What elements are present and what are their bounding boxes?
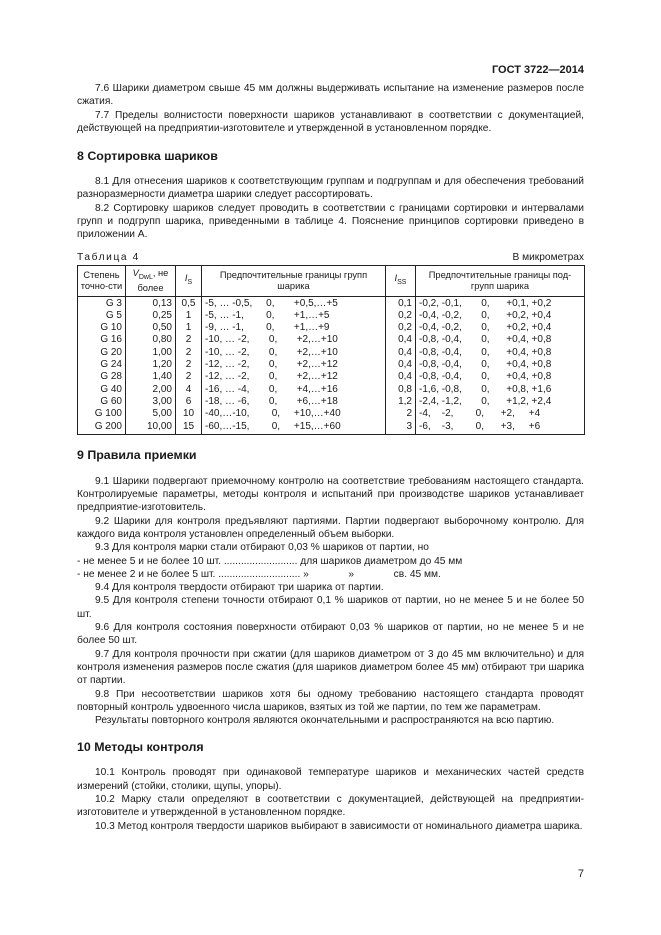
table-cell: 3,00 <box>126 396 176 408</box>
paragraph-9-3-dash-2: - не менее 2 и не более 5 шт. ............................. » » св. 45 мм. <box>77 568 441 580</box>
paragraph-7-7: 7.7 Пределы волнистости поверхности шариков устанавливают в соответствии с документацией, действующей на предприятии-изготовителе и утвержденной в установленном порядке. <box>77 109 584 134</box>
table-cell: 10,00 <box>126 421 176 435</box>
section-10-title: 10 Методы контроля <box>77 740 204 755</box>
table-cell: -6, -3, 0, +3, +6 <box>416 421 585 435</box>
table-cell: 10 <box>176 408 202 420</box>
table-cell: G 5 <box>78 310 126 322</box>
paragraph-9-3-dash-1: - не менее 5 и не более 10 шт. .......................... для шариков диаметром до 45 мм <box>77 555 463 567</box>
table-cell: 1 <box>176 322 202 334</box>
table-cell: 0,1 <box>386 296 416 310</box>
table-cell: -0,4, -0,2, 0, +0,2, +0,4 <box>416 310 585 322</box>
table-cell: -0,4, -0,2, 0, +0,2, +0,4 <box>416 322 585 334</box>
table-cell: -0,8, -0,4, 0, +0,4, +0,8 <box>416 347 585 359</box>
table-cell: G 20 <box>78 347 126 359</box>
paragraph-9-1: 9.1 Шарики подвергают приемочному контролю на соответствие требованиям настоящего стандарта. Контролируемые параметры, методы контроля и испытаний при производстве шариков устанавливает предприятие-изготовитель. <box>77 475 584 514</box>
table-cell: 2 <box>176 359 202 371</box>
table-cell: 0,8 <box>386 384 416 396</box>
table-cell: G 16 <box>78 334 126 346</box>
table-cell: -1,6, -0,8, 0, +0,8, +1,6 <box>416 384 585 396</box>
table-cell: G 24 <box>78 359 126 371</box>
table-cell: 15 <box>176 421 202 435</box>
table-cell: -16, … -4, 0, +4,…+16 <box>202 384 386 396</box>
table-cell: -12, … -2, 0, +2,…+12 <box>202 371 386 383</box>
table-row <box>78 334 585 346</box>
table-units: В микрометрах <box>512 251 584 263</box>
table-cell: G 200 <box>78 421 126 435</box>
table-cell: 1 <box>176 310 202 322</box>
table-row <box>78 359 585 371</box>
header-group-bounds: Предпочтительные границы групп шарика <box>202 265 386 296</box>
table-row <box>78 371 585 383</box>
table-cell: 1,00 <box>126 347 176 359</box>
table-cell: -10, … -2, 0, +2,…+10 <box>202 347 386 359</box>
table-cell: 0,2 <box>386 322 416 334</box>
sorting-table <box>77 265 585 435</box>
table-cell: G 100 <box>78 408 126 420</box>
table-row <box>78 310 585 322</box>
table-cell: G 60 <box>78 396 126 408</box>
doc-code: ГОСТ 3722—2014 <box>491 64 584 76</box>
table-cell: 3 <box>386 421 416 435</box>
table-cell: G 3 <box>78 296 126 310</box>
table-cell: 2 <box>176 371 202 383</box>
page-content <box>77 82 584 833</box>
table-cell: -0,2, -0,1, 0, +0,1, +0,2 <box>416 296 585 310</box>
table-cell: 0,4 <box>386 371 416 383</box>
table-cell: 2 <box>176 334 202 346</box>
table-cell: -9, … -1, 0, +1,…+9 <box>202 322 386 334</box>
table-cell: -12, … -2, 0, +2,…+12 <box>202 359 386 371</box>
table-cell: 0,4 <box>386 347 416 359</box>
paragraph-10-3: 10.3 Метод контроля твердости шариков выбирают в зависимости от номинального диаметра шарика. <box>95 820 583 832</box>
header-subgroup-bounds: Предпочтительные границы под-групп шарика <box>416 265 585 296</box>
table-row <box>78 408 585 420</box>
paragraph-9-2: 9.2 Шарики для контроля предъявляют партиями. Партии подвергают выборочному контролю. Для каждого вида контроля установлен определенный объем выборки. <box>77 515 584 540</box>
table-cell: -0,8, -0,4, 0, +0,4, +0,8 <box>416 334 585 346</box>
table-cell: -40,…-10, 0, +10,…+40 <box>202 408 386 420</box>
table-cell: G 40 <box>78 384 126 396</box>
table-cell: -18, … -6, 0, +6,…+18 <box>202 396 386 408</box>
paragraph-9-5: 9.5 Для контроля степени точности отбирают 0,1 % шариков от партии, но не менее 5 и не более 50 шт. <box>77 595 584 620</box>
table-cell: -2,4, -1,2, 0, +1,2, +2,4 <box>416 396 585 408</box>
table-cell: G 28 <box>78 371 126 383</box>
table-caption: Таблица 4 <box>77 251 140 263</box>
section-8-title: 8 Сортировка шариков <box>77 149 218 164</box>
table-cell: 0,50 <box>126 322 176 334</box>
table-cell: -4, -2, 0, +2, +4 <box>416 408 585 420</box>
header-iss: $I_{SS}$ <box>386 265 416 296</box>
table-row <box>78 347 585 359</box>
table-cell: 4 <box>176 384 202 396</box>
table-caption-row <box>77 252 584 264</box>
table-cell: -5, … -0,5, 0, +0,5,…+5 <box>202 296 386 310</box>
table-cell: 0,2 <box>386 310 416 322</box>
table-row <box>78 296 585 310</box>
paragraph-8-1: 8.1 Для отнесения шариков к соответствующим группам и подгруппам и для обеспечения требований разноразмерности диаметра шарики следует рассортировать. <box>77 176 584 201</box>
table-cell: 0,25 <box>126 310 176 322</box>
table-cell: 0,4 <box>386 334 416 346</box>
paragraph-9-7: 9.7 Для контроля прочности при сжатии (для шариков диаметром от 3 до 45 мм включительно) и для контроля изменения размеров после сжатия (для шариков диаметром более 45 мм) отбирают три шарика от партии. <box>77 648 584 687</box>
table-cell: 0,5 <box>176 296 202 310</box>
paragraph-9-6: 9.6 Для контроля состояния поверхности отбирают 0,03 % шариков от партии, но не менее 5 и не более 50 шт. <box>77 622 584 647</box>
table-row <box>78 384 585 396</box>
table-cell: -5, … -1, 0, +1,…+5 <box>202 310 386 322</box>
paragraph-9-8: 9.8 При несоответствии шариков хотя бы одному требованию настоящего стандарта проводят повторный контроль удвоенного числа шариков, взятых из той же партии, по тем же параметрам. <box>77 688 584 713</box>
table-cell: 1,2 <box>386 396 416 408</box>
table-cell: G 10 <box>78 322 126 334</box>
table-cell: -0,8, -0,4, 0, +0,4, +0,8 <box>416 359 585 371</box>
paragraph-7-6: 7.6 Шарики диаметром свыше 45 мм должны выдерживать испытание на изменение размеров после сжатия. <box>77 83 584 108</box>
table-row <box>78 396 585 408</box>
table-cell: 2 <box>176 347 202 359</box>
table-cell: 0,80 <box>126 334 176 346</box>
header-is: $I_S$ <box>176 265 202 296</box>
table-cell: 6 <box>176 396 202 408</box>
table-cell: -0,8, -0,4, 0, +0,4, +0,8 <box>416 371 585 383</box>
table-cell: -60,…-15, 0, +15,…+60 <box>202 421 386 435</box>
header-vdwl: $V_{DwL}$, не более <box>126 265 176 296</box>
table-cell: 0,13 <box>126 296 176 310</box>
table-cell: -10, … -2, 0, +2,…+10 <box>202 334 386 346</box>
section-9-title: 9 Правила приемки <box>77 447 197 462</box>
table-row <box>78 421 585 435</box>
paragraph-9-4: 9.4 Для контроля твердости отбирают три шарика от партии. <box>95 582 384 594</box>
paragraph-9-8-result: Результаты повторного контроля являются окончательными и распространяются на всю партию. <box>95 715 555 727</box>
page-number: 7 <box>577 868 584 880</box>
table-header-row <box>78 265 585 296</box>
table-cell: 2 <box>386 408 416 420</box>
table-cell: 0,4 <box>386 359 416 371</box>
table-row <box>78 322 585 334</box>
table-cell: 1,20 <box>126 359 176 371</box>
paragraph-10-1: 10.1 Контроль проводят при одинаковой температуре шариков и механических частей средств измерений (стойки, столики, щупы, упоры). <box>77 767 584 792</box>
paragraph-9-3: 9.3 Для контроля марки стали отбирают 0,03 % шариков от партии, но <box>95 542 429 554</box>
header-accuracy-grade: Степень точно-сти <box>78 265 126 296</box>
table-cell: 5,00 <box>126 408 176 420</box>
table-cell: 1,40 <box>126 371 176 383</box>
table-cell: 2,00 <box>126 384 176 396</box>
paragraph-8-2: 8.2 Сортировку шариков следует проводить в соответствии с границами сортировки и интервалами групп и подгрупп шарика, приведенными в таблице 4. Пояснение принципов сортировки приведено в приложении А. <box>77 202 584 241</box>
paragraph-10-2: 10.2 Марку стали определяют в соответствии с документацией, действующей на предприятии-изготовителе и утвержденной в установленном порядке. <box>77 794 584 819</box>
